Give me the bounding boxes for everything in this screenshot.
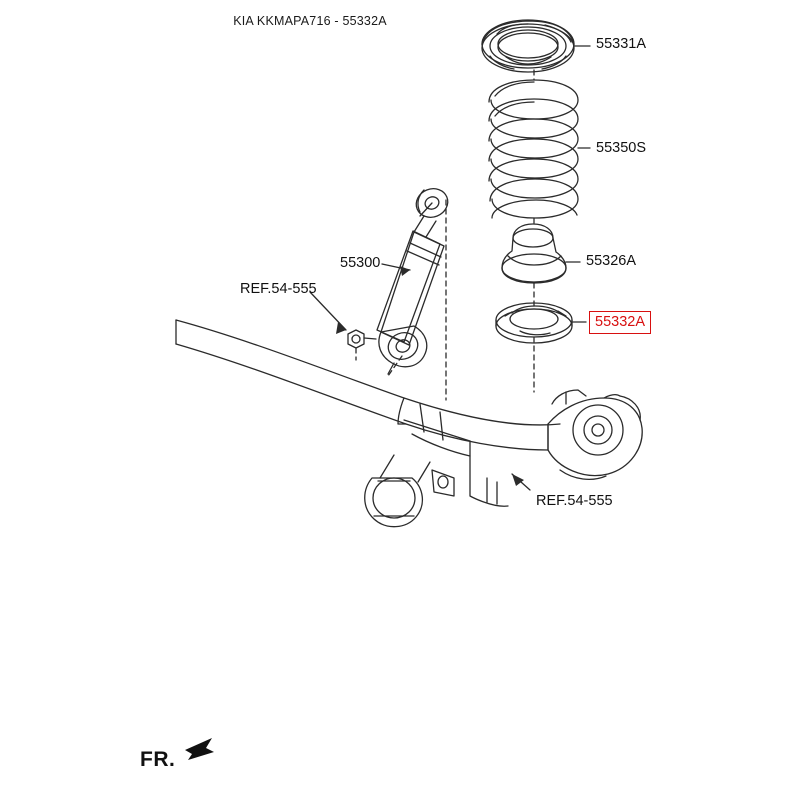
label-55350s: 55350S [596,140,646,156]
part-55331a-graphic [482,20,574,72]
label-55326a: 55326A [586,253,636,269]
label-ref-54-555-upper: REF.54-555 [240,281,317,297]
fastener-graphic [348,330,376,348]
part-55300-graphic [377,184,452,374]
part-55326a-graphic [502,224,566,283]
orientation-label-fr: FR. [140,748,176,771]
part-55350s-graphic [489,80,578,218]
label-ref-54-555-lower: REF.54-555 [536,493,613,509]
leader-arrowheads [336,266,524,486]
label-55331a: 55331A [596,36,646,52]
page-title: KIA KKMAPA716 - 55332A [233,14,387,28]
assembly-guide-lines [356,70,534,400]
label-55332a-highlighted: 55332A [589,311,651,334]
label-55300: 55300 [340,255,381,271]
fr-direction-arrow [185,738,214,760]
